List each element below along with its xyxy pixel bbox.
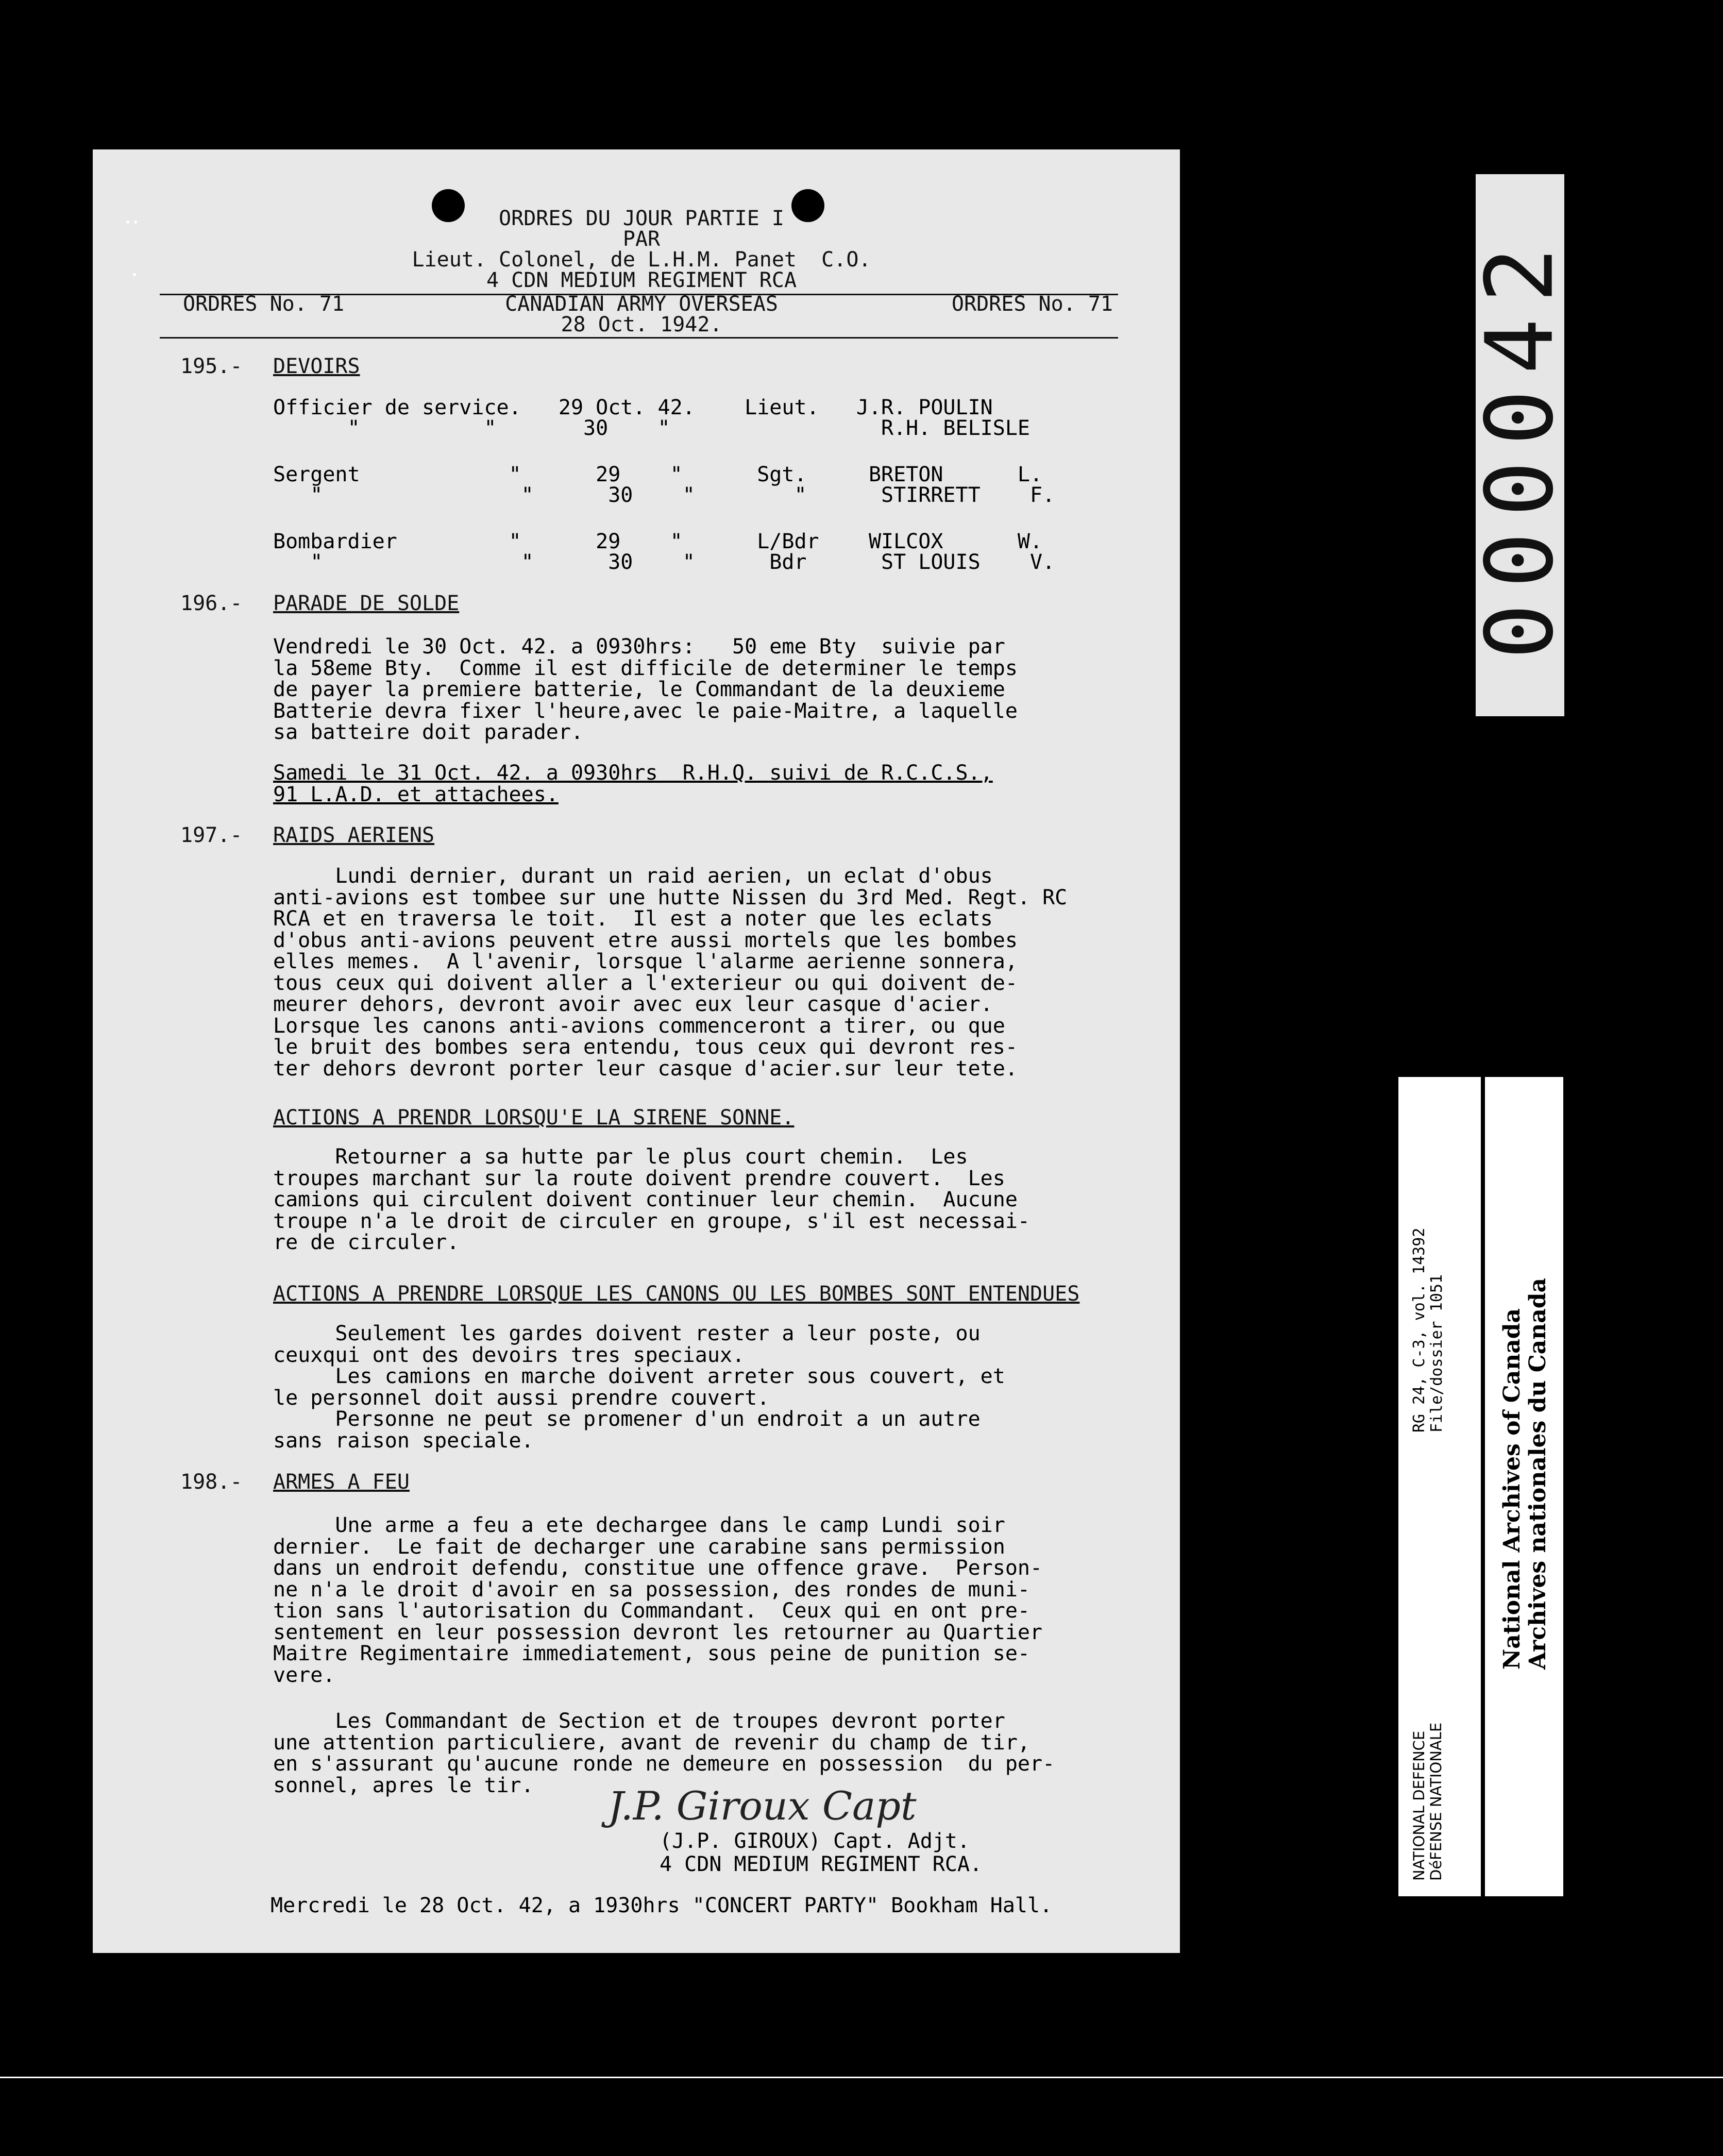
reference-text (1411, 1228, 1446, 1433)
signatory-name: (J.P. GIROUX) Capt. Adjt. (660, 1829, 970, 1853)
duty-row: " " 30 " Bdr ST LOUIS V. (273, 550, 1055, 574)
department-en: NATIONAL DEFENCE (1410, 1730, 1428, 1881)
duty-row: " " 30 " " STIRRETT F. (273, 483, 1055, 507)
archives-panel (1485, 1077, 1563, 1896)
archives-name-fr: Archives nationales du Canada (1525, 1277, 1551, 1670)
archives-text (1499, 1278, 1551, 1670)
paragraph: Retourner a sa hutte par le plus court chemin. Les troupes marchant sur la route doivent prendre couvert. Les camions qui circulent doivent continuer leur chemin. Aucune troupe n'a le droit de circuler en groupe, s'il est necessai- re de circuler. (273, 1145, 1031, 1254)
section-number: 197.- (180, 823, 243, 847)
speck (126, 221, 129, 224)
header-commander: Lieut. Colonel, de L.H.M. Panet C.O. (412, 248, 871, 272)
header-par: PAR (622, 227, 661, 251)
archive-label (1398, 1077, 1563, 1896)
archive-file: File/dossier 1051 (1428, 1274, 1446, 1433)
archive-stamp-number: 000042 (1476, 174, 1564, 716)
handwritten-signature: J.P. Giroux Capt (608, 1783, 917, 1829)
header-title: ORDRES DU JOUR PARTIE I (499, 207, 784, 230)
section-title: ARMES A FEU (273, 1470, 410, 1494)
subsection-title: ACTIONS A PRENDRE LORSQUE LES CANONS OU LES BOMBES SONT ENTENDUES (273, 1282, 1080, 1306)
paragraph: Les Commandant de Section et de troupes devront porter une attention particuliere, avant de revenir du champ de tir, en s'assurant qu'aucune ronde ne demeure en possession du per- sonnel, apres le tir. (273, 1709, 1055, 1797)
section-title: RAIDS AERIENS (273, 823, 435, 847)
section-number: 196.- (180, 592, 243, 615)
speck (134, 221, 137, 224)
header-date: 28 Oct. 1942. (561, 313, 722, 336)
department-fr: DéFENSE NATIONALE (1427, 1722, 1445, 1881)
document-page (93, 149, 1180, 1953)
archives-name-en: National Archives of Canada (1499, 1308, 1525, 1670)
bottom-rule (0, 2077, 1723, 2078)
section-title: PARADE DE SOLDE (273, 592, 460, 615)
header-rule (160, 337, 1118, 339)
duty-row: Officier de service. 29 Oct. 42. Lieut. J.R. POULIN (273, 396, 993, 419)
paragraph: Lundi dernier, durant un raid aerien, un eclat d'obus anti-avions est tombee sur une hutte Nissen du 3rd Med. Regt. RC RCA et en traversa le toit. Il est a noter que les eclats d'obus anti-avions peuvent etre aussi mortels que les bombes elles memes. A l'avenir, lorsque l'alarme aerienne sonnera, tous ceux qui doivent aller a l'exterieur ou qui doivent de- meurer dehors, devront avoir avec eux leur casque d'acier. Lorsque les canons anti-avions commenceront a tirer, ou que le bruit des bombes sera entendu, tous ceux qui devront res- ter dehors devront porter leur casque d'acier.sur leur tete. (273, 864, 1068, 1081)
speck (133, 273, 136, 276)
duty-row: Sergent " 29 " Sgt. BRETON L. (273, 463, 1043, 486)
section-number: 198.- (180, 1470, 243, 1494)
paragraph: Samedi le 31 Oct. 42. a 0930hrs R.H.Q. suivi de R.C.C.S., 91 L.A.D. et attachees. (273, 761, 993, 806)
department-text (1411, 1723, 1445, 1881)
section-number: 195.- (180, 355, 243, 378)
header-unit: 4 CDN MEDIUM REGIMENT RCA (486, 268, 797, 292)
header-army: CANADIAN ARMY OVERSEAS (505, 292, 778, 316)
section-title: DEVOIRS (273, 355, 360, 378)
reference-panel (1398, 1077, 1481, 1896)
paragraph: Seulement les gardes doivent rester a leur poste, ou ceuxqui ont des devoirs tres speciaux. Les camions en marche doivent arreter sous couvert, et le personnel doit aussi prendre couvert. Personne ne peut se promener d'un endroit a un autre sans raison speciale. (273, 1322, 1005, 1453)
signatory-unit: 4 CDN MEDIUM REGIMENT RCA. (660, 1852, 983, 1876)
duty-row: Bombardier " 29 " L/Bdr WILCOX W. (273, 530, 1043, 553)
duty-row: " " 30 " R.H. BELISLE (273, 416, 1031, 440)
orders-number-left: ORDRES No. 71 (183, 292, 345, 316)
footer-note: Mercredi le 28 Oct. 42, a 1930hrs "CONCERT PARTY" Bookham Hall. (271, 1894, 1053, 1917)
orders-number-right: ORDRES No. 71 (951, 292, 1113, 316)
paragraph: Une arme a feu a ete dechargee dans le camp Lundi soir dernier. Le fait de decharger une carabine sans permission dans un endroit defendu, constitue une offence grave. Person- ne n'a le droit d'avoir en sa possession, des rondes de muni- tion sans l'autorisation du Commandant. Ceux qui en ont pre- sentement en leur possession devront les retourner au Quartier Maitre Regimentaire immediatement, sous peine de punition se- vere. (273, 1513, 1043, 1687)
subsection-title: ACTIONS A PRENDR LORSQU'E LA SIRENE SONNE. (273, 1106, 795, 1130)
paragraph: Vendredi le 30 Oct. 42. a 0930hrs: 50 eme Bty suivie par la 58eme Bty. Comme il est difficile de determiner le temps de payer la premiere batterie, le Commandant de la deuxieme Batterie devra fixer l'heure,avec le paie-Maitre, a laquelle sa batteire doit parader. (273, 635, 1018, 744)
archive-ref: RG 24, C-3, vol. 14392 (1410, 1227, 1428, 1433)
